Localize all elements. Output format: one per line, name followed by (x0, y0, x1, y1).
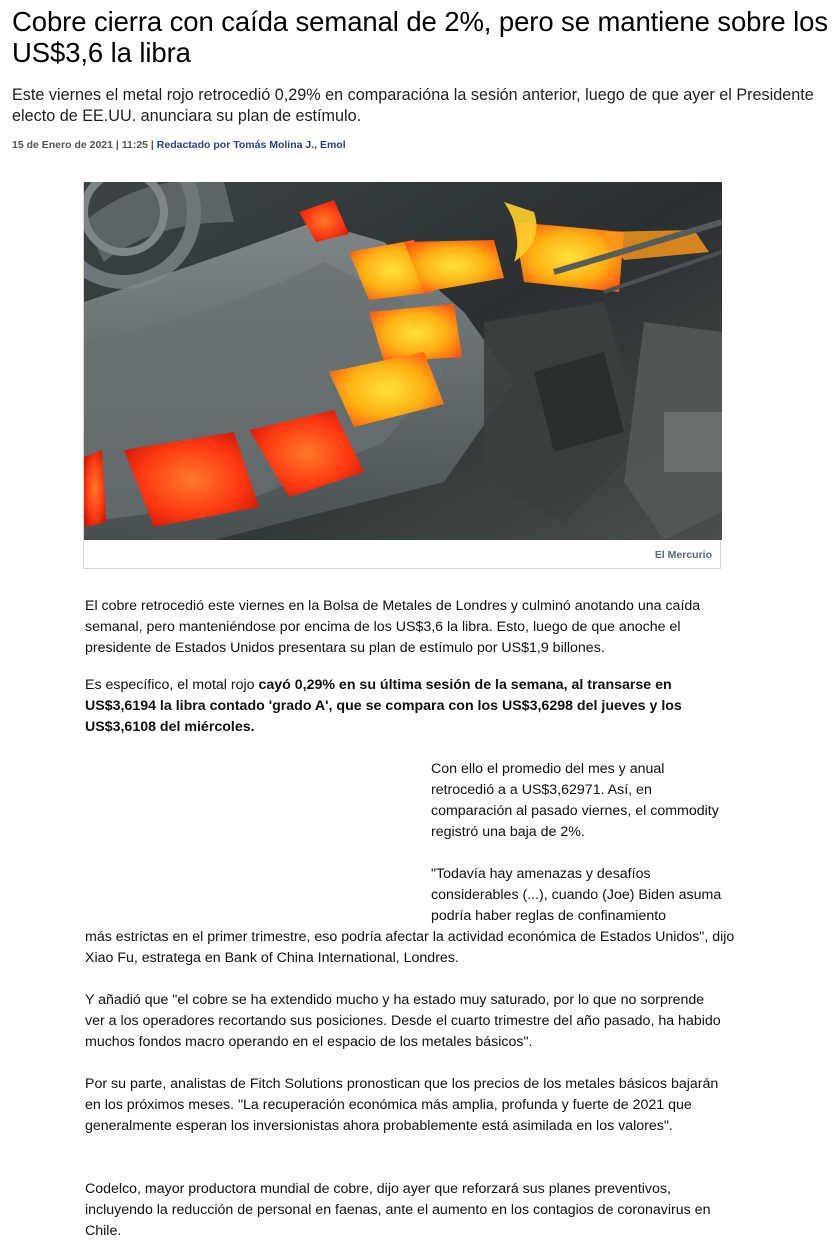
author-link[interactable]: Redactado por Tomás Molina J., Emol (156, 139, 346, 151)
article-lead: Este viernes el metal rojo retrocedió 0,29% en comparacióna la sesión anterior, luego de que ayer el Presidente electo de EE.UU. anunciara su plan de estímulo. (12, 86, 814, 125)
paragraph-7: Codelco, mayor productora mundial de cobre, dijo ayer que reforzará sus planes preventivos, incluyendo la reducción de personal en faenas, ante el aumento en los contagios de coronavirus en Chile. (85, 1181, 711, 1239)
paragraph-4-quote-end: más estrictas en el primer trimestre, eso podría afectar la actividad económica de Estados Unidos", dijo Xiao Fu, estratega en Bank of China International, Londres. (85, 929, 735, 966)
copper-smelter-photo (84, 182, 722, 540)
paragraph-1: El cobre retrocedió este viernes en la Bolsa de Metales de Londres y culminó anotando una caída semanal, pero manteniéndose por encima de los US$3,6 la libra. Esto, luego de que anoche el presidente de Estados Unidos presentara su plan de estímulo por US$1,9 billones. (85, 598, 701, 656)
article-title: Cobre cierra con caída semanal de 2%, pero se mantiene sobre los US$3,6 la libra (12, 6, 828, 68)
photo-credit: El Mercurio (654, 549, 712, 561)
paragraph-6: Por su parte, analistas de Fitch Solutions pronostican que los precios de los metales básicos bajarán en los próximos meses. "La recuperación económica más amplia, profunda y fuerte de 2021 que generalmente esperan los inversionistas ahora probablemente está asimilada en los valores". (85, 1076, 719, 1134)
paragraph-4-quote-start: "Todavía hay amenazas y desafíos considerables (...), cuando (Joe) Biden asuma podría haber reglas de confinamiento (431, 866, 722, 924)
paragraph-2 (85, 675, 725, 738)
paragraph-3: Con ello el promedio del mes y anual retrocedió a a US$3,62971. Así, en comparación al pasado viernes, el commodity registró una baja de 2%. (431, 761, 719, 840)
paragraph-2-highlight: cayó 0,29% en su última sesión de la semana, al transarse en US$3,6194 la libra contado 'grado A', que se compara con los US$3,6298 del jueves y los US$3,6108 del miércoles. (85, 677, 682, 735)
paragraph-2-lead: Es específico, el motal rojo (85, 677, 259, 693)
article-figure (83, 182, 721, 569)
publish-date: 15 de Enero de 2021 | 11:25 | (12, 139, 157, 151)
article-byline (12, 139, 346, 151)
paragraph-5: Y añadió que "el cobre se ha extendido mucho y ha estado muy saturado, por lo que no sorprende ver a los operadores recortando sus posiciones. Desde el cuarto trimestre del año pasado, ha habido muchos fondos macro operando en el espacio de los metales básicos". (85, 992, 721, 1050)
